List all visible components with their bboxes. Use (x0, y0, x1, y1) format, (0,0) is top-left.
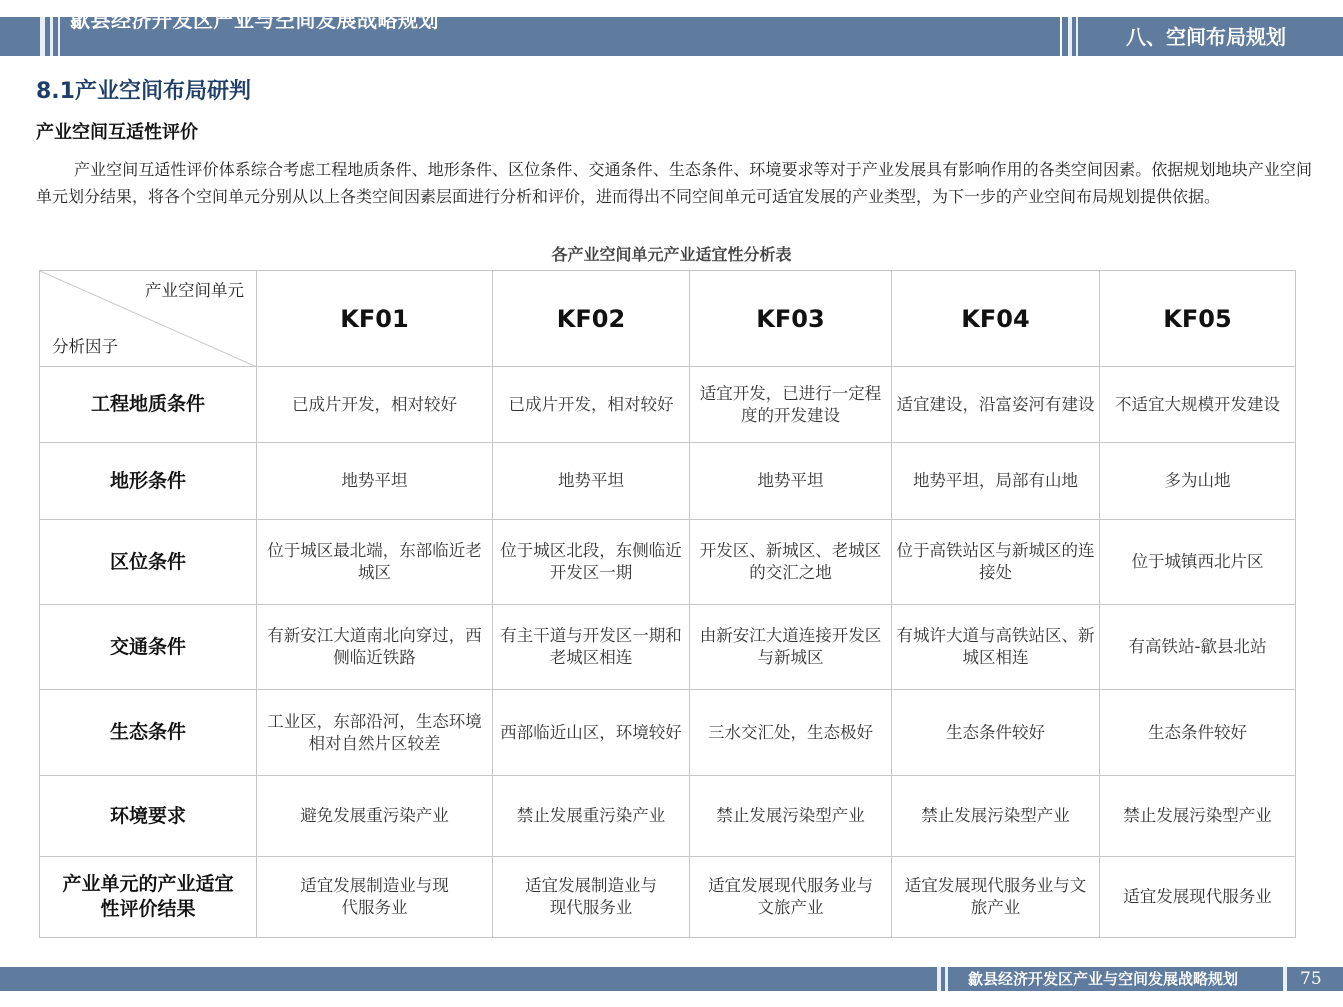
header-stripe (40, 17, 45, 56)
table-cell: 适宜发展现代服务业与文旅产业 (892, 857, 1100, 938)
table-cell: 由新安江大道连接开发区与新城区 (690, 605, 892, 690)
section-tab-stripe (1076, 17, 1078, 56)
footer-title: 歙县经济开发区产业与空间发展战略规划 (968, 970, 1239, 988)
table-row (40, 520, 1296, 605)
table-cell: 地势平坦，局部有山地 (892, 443, 1100, 520)
table-cell: 避免发展重污染产业 (257, 776, 493, 857)
table-cell: 适宜发展现代服务业与文旅产业 (690, 857, 892, 938)
table-cell: 生态条件较好 (892, 690, 1100, 776)
table-cell: 地势平坦 (493, 443, 690, 520)
factor-label: 工程地质条件 (40, 367, 257, 443)
corner-label-factor: 分析因子 (52, 337, 118, 356)
table-cell: 不适宜大规模开发建设 (1100, 367, 1296, 443)
table-cell: 适宜发展制造业与现代服务业 (257, 857, 493, 938)
table-row (40, 857, 1296, 938)
table-row (40, 605, 1296, 690)
section-heading: 8.1产业空间布局研判 (36, 79, 251, 104)
table-cell: 位于高铁站区与新城区的连接处 (892, 520, 1100, 605)
corner-cell (40, 271, 257, 367)
table-row (40, 690, 1296, 776)
unit-header: KF05 (1100, 271, 1296, 367)
table-cell: 适宜建设，沿富姿河有建设 (892, 367, 1100, 443)
table-row (40, 367, 1296, 443)
table-cell: 已成片开发，相对较好 (493, 367, 690, 443)
table-cell: 多为山地 (1100, 443, 1296, 520)
footer-stripe (1283, 967, 1287, 991)
table-cell: 适宜发展现代服务业 (1100, 857, 1296, 938)
factor-label: 产业单元的产业适宜性评价结果 (40, 857, 257, 938)
unit-header: KF02 (493, 271, 690, 367)
table-row (40, 776, 1296, 857)
table-cell: 禁止发展重污染产业 (493, 776, 690, 857)
corner-label-unit: 产业空间单元 (145, 281, 244, 300)
table-cell: 西部临近山区，环境较好 (493, 690, 690, 776)
sub-heading: 产业空间互适性评价 (36, 122, 198, 143)
factor-label: 生态条件 (40, 690, 257, 776)
document-title: 歙县经济开发区产业与空间发展战略规划 (70, 8, 439, 32)
page-number: 75 (1300, 969, 1322, 989)
table-cell: 开发区、新城区、老城区的交汇之地 (690, 520, 892, 605)
table-cell: 工业区，东部沿河，生态环境相对自然片区较差 (257, 690, 493, 776)
table-cell: 地势平坦 (257, 443, 493, 520)
table-cell: 已成片开发，相对较好 (257, 367, 493, 443)
factor-label: 交通条件 (40, 605, 257, 690)
unit-header: KF01 (257, 271, 493, 367)
unit-header: KF03 (690, 271, 892, 367)
table-cell: 地势平坦 (690, 443, 892, 520)
factor-label: 环境要求 (40, 776, 257, 857)
table-cell: 适宜开发，已进行一定程度的开发建设 (690, 367, 892, 443)
table-cell: 有主干道与开发区一期和老城区相连 (493, 605, 690, 690)
footer-stripe (945, 967, 948, 991)
table-caption: 各产业空间单元产业适宜性分析表 (551, 245, 792, 264)
table-cell: 禁止发展污染型产业 (1100, 776, 1296, 857)
table-cell: 生态条件较好 (1100, 690, 1296, 776)
footer-stripe (937, 967, 941, 991)
factor-label: 地形条件 (40, 443, 257, 520)
table-cell: 位于城区北段，东侧临近开发区一期 (493, 520, 690, 605)
unit-header: KF04 (892, 271, 1100, 367)
table-cell: 有城许大道与高铁站区、新城区相连 (892, 605, 1100, 690)
table-header-row (40, 271, 1296, 367)
table-cell: 位于城区最北端，东部临近老城区 (257, 520, 493, 605)
table-cell: 有新安江大道南北向穿过，西侧临近铁路 (257, 605, 493, 690)
table-cell: 有高铁站-歙县北站 (1100, 605, 1296, 690)
body-paragraph: 产业空间互适性评价体系综合考虑工程地质条件、地形条件、区位条件、交通条件、生态条件、环境要求等对于产业发展具有影响作用的各类空间因素。依据规划地块产业空间单元划分结果，将各个空间单元分别从以上各类空间因素层面进行分析和评价，进而得出不同空间单元可适宜发展的产业类型，为下一步的产业空间布局规划提供依据。 (36, 160, 1312, 206)
table-row (40, 443, 1296, 520)
header-stripe (50, 17, 53, 56)
suitability-table (39, 270, 1296, 938)
table-cell: 适宜发展制造业与现代服务业 (493, 857, 690, 938)
header-stripe (58, 17, 60, 56)
factor-label: 区位条件 (40, 520, 257, 605)
table-cell: 三水交汇处，生态极好 (690, 690, 892, 776)
table-cell: 禁止发展污染型产业 (892, 776, 1100, 857)
table-cell: 位于城镇西北片区 (1100, 520, 1296, 605)
section-title: 八、空间布局规划 (1126, 25, 1286, 49)
table-cell: 禁止发展污染型产业 (690, 776, 892, 857)
section-tab-stripe (1068, 17, 1072, 56)
